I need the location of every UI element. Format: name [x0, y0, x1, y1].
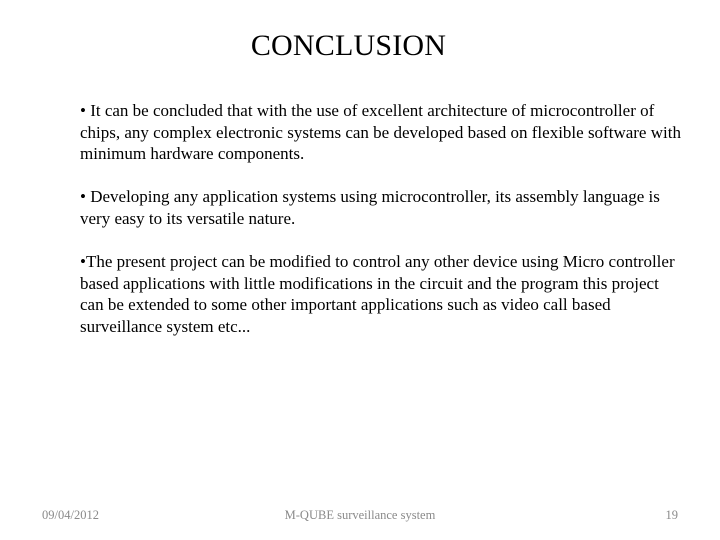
- footer-date: 09/04/2012: [42, 508, 99, 522]
- bullet-point-2: • Developing any application systems using microcontroller, its assembly language is very easy to its versatile nature.: [80, 187, 660, 228]
- bullet-point-1: • It can be concluded that with the use of excellent architecture of microcontroller of chips, any complex electronic systems can be developed based on flexible software with minimum hardware components.: [80, 101, 681, 163]
- bullet-point-3: •The present project can be modified to control any other device using Micro controller based applications with little modifications in the circuit and the program this project can be extended to some other important applications such as video call based surveillance system etc...: [80, 252, 675, 336]
- footer-page-number: 19: [665, 508, 678, 522]
- slide-title: CONCLUSION: [250, 29, 447, 62]
- footer-title: M-QUBE surveillance system: [284, 508, 436, 522]
